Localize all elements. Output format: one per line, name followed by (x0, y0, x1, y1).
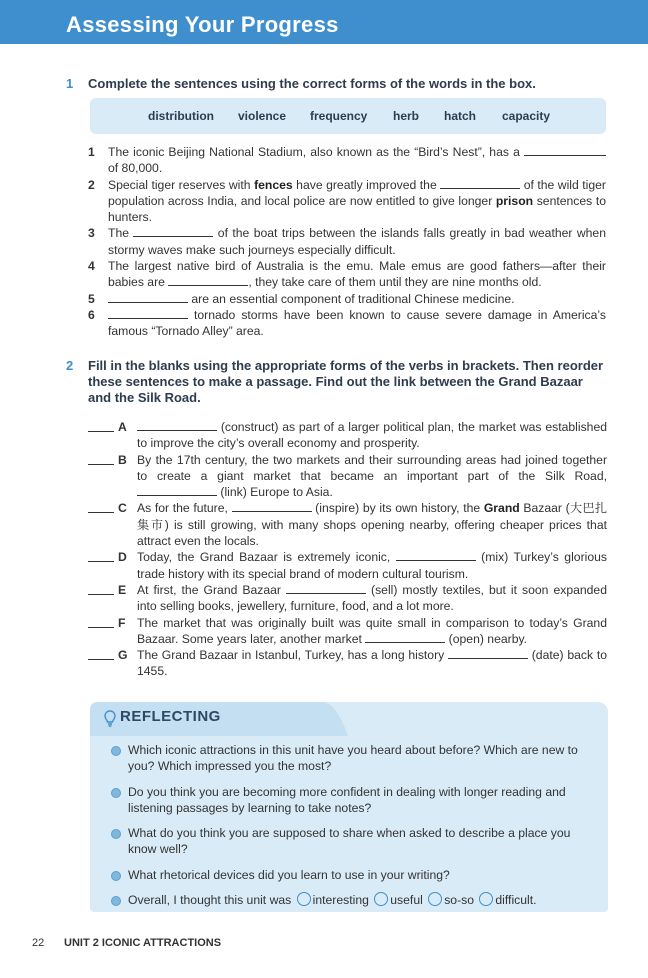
order-blank[interactable] (88, 419, 114, 432)
list-item (88, 582, 607, 615)
answer-blank[interactable] (168, 274, 248, 286)
list-item (88, 177, 606, 226)
page-title: Assessing Your Progress (66, 12, 339, 37)
list-item (88, 549, 607, 582)
reflecting-text: Which iconic attractions in this unit have you heard about before? Which are new to you? Which impressed you the most? (128, 743, 578, 774)
keyword: Grand (483, 501, 520, 516)
order-blank[interactable] (88, 549, 114, 562)
page-number: 22 (32, 937, 45, 949)
list-item (88, 291, 606, 307)
item-text: have greatly improved the (292, 177, 441, 192)
item-text: tornado storms have been known to cause severe damage in America’s famous “Tornado Alley” area. (108, 307, 606, 339)
item-letter: E (118, 582, 127, 597)
page-header (0, 0, 648, 44)
answer-blank[interactable] (133, 225, 213, 237)
item-text: of the boat trips between the islands falls greatly in bad weather when stormy waves make such journeys especially difficult. (108, 226, 606, 257)
order-blank[interactable] (88, 452, 114, 465)
list-item (88, 307, 606, 340)
item-text: As for the future, (137, 501, 232, 516)
item-text: Special tiger reserves with (108, 177, 255, 192)
option-circle[interactable] (374, 892, 388, 906)
word-item: frequency (310, 109, 368, 123)
section-1-list (88, 144, 606, 340)
list-item (88, 225, 606, 258)
item-number: 4 (88, 259, 95, 274)
unit-label: UNIT 2 ICONIC ATTRACTIONS (64, 937, 222, 949)
item-letter: C (118, 501, 127, 516)
bullet-icon (111, 871, 121, 881)
answer-blank[interactable] (108, 307, 188, 319)
item-text: (link) Europe to Asia. (217, 485, 333, 500)
word-box (90, 98, 606, 134)
reflecting-text: Overall, I thought this unit was (128, 893, 292, 908)
word-item: violence (238, 109, 287, 123)
word-item: herb (393, 109, 420, 123)
list-item (88, 144, 606, 177)
option-circle[interactable] (297, 892, 311, 906)
option-label: useful (390, 893, 423, 908)
reflecting-item (110, 825, 590, 858)
item-text: The (108, 226, 134, 241)
answer-blank[interactable] (440, 177, 520, 189)
list-item (88, 647, 607, 680)
answer-blank[interactable] (396, 549, 476, 561)
item-letter: D (118, 550, 127, 565)
item-text: At first, the Grand Bazaar (137, 582, 286, 597)
list-item (88, 419, 607, 452)
option-label: so-so (444, 893, 475, 908)
section-number: 1 (66, 76, 74, 91)
list-item (88, 258, 606, 291)
item-text: of 80,000. (108, 161, 163, 176)
item-text: (inspire) by its own history, the (311, 501, 484, 516)
item-text: Bazaar (大巴扎集市) is still growing, with many shops opening nearby, offering cheaper prices that attract even the locals. (137, 501, 608, 549)
reflecting-item (110, 892, 590, 908)
order-blank[interactable] (88, 647, 114, 660)
reflecting-title: REFLECTING (120, 708, 221, 725)
item-text: (construct) as part of a larger political plan, the market was established to improve the city’s overall economy and prosperity. (137, 420, 607, 451)
item-text: sentences to hunters. (108, 193, 606, 225)
answer-blank[interactable] (448, 647, 528, 659)
answer-blank[interactable] (137, 484, 217, 496)
list-item (88, 615, 607, 648)
answer-blank[interactable] (365, 631, 445, 643)
item-text: , they take care of them until they are nine months old. (248, 275, 542, 290)
section-2-list (88, 419, 607, 680)
answer-blank[interactable] (524, 144, 606, 156)
item-text: (mix) Turkey’s glorious trade history with its special brand of modern cultural tourism. (137, 550, 607, 581)
item-text: of the wild tiger population across India, and local police are now entitled to give longer (108, 177, 606, 208)
order-blank[interactable] (88, 500, 114, 513)
word-item: hatch (444, 109, 477, 123)
reflecting-text: What rhetorical devices did you learn to use in your writing? (128, 867, 450, 882)
bullet-icon (111, 746, 121, 756)
item-number: 6 (88, 307, 95, 322)
item-text: The market that was originally built was quite small in comparison to today’s Grand Bazaar. Some years later, another market (137, 615, 607, 646)
keyword: fences (254, 177, 293, 192)
reflecting-box (90, 702, 608, 912)
answer-blank[interactable] (232, 500, 312, 512)
item-text: (date) back to 1455. (137, 648, 608, 679)
option-label: interesting (312, 893, 369, 908)
item-text: The iconic Beijing National Stadium, also known as the “Bird’s Nest”, has a (108, 145, 524, 159)
section-instruction: Fill in the blanks using the appropriate forms of the verbs in brackets. Then reorder these sentences to make a passage. Find out the link between the Grand Bazaar and the Silk Road. (88, 358, 604, 405)
item-text: By the 17th century, the two markets and their surrounding areas had joined together to create a giant market that became an important part of the Silk Road, (137, 452, 607, 483)
option-circle[interactable] (428, 892, 442, 906)
order-blank[interactable] (88, 582, 114, 595)
bullet-icon (111, 788, 121, 798)
item-number: 3 (88, 226, 95, 241)
lightbulb-icon (104, 710, 116, 728)
answer-blank[interactable] (286, 582, 366, 594)
item-text: The largest native bird of Australia is the emu. Male emus are good fathers—after their babies are (108, 259, 606, 290)
option-circle[interactable] (479, 892, 493, 906)
item-text: The Grand Bazaar in Istanbul, Turkey, has a long history (137, 648, 448, 663)
item-number: 1 (88, 145, 95, 159)
section-instruction: Complete the sentences using the correct forms of the words in the box. (88, 76, 536, 91)
reflecting-item (110, 742, 590, 775)
list-item (88, 452, 607, 501)
item-text: Today, the Grand Bazaar is extremely iconic, (137, 550, 396, 565)
word-item: distribution (148, 109, 214, 123)
reflecting-item (110, 867, 590, 883)
item-letter: B (118, 452, 127, 467)
item-letter: F (118, 615, 126, 630)
item-letter: G (118, 648, 128, 663)
section-number: 2 (66, 358, 74, 373)
option-label: difficult. (495, 893, 537, 908)
answer-blank[interactable] (108, 291, 188, 303)
item-text: are an essential component of traditional Chinese medicine. (188, 291, 515, 306)
list-item (88, 500, 607, 549)
item-text: (open) nearby. (445, 631, 528, 646)
reflecting-list (110, 742, 590, 917)
item-letter: A (118, 420, 127, 434)
item-number: 5 (88, 291, 95, 306)
word-item: capacity (502, 109, 551, 123)
keyword: prison (495, 193, 534, 208)
item-text: (sell) mostly textiles, but it soon expanded into selling books, jewellery, furniture, food, and a lot more. (137, 582, 607, 614)
bullet-icon (111, 896, 121, 906)
reflecting-text: What do you think you are supposed to share when asked to describe a place you know well? (128, 826, 571, 857)
bullet-icon (111, 829, 121, 839)
item-number: 2 (88, 177, 95, 192)
reflecting-item (110, 784, 590, 817)
reflecting-text: Do you think you are becoming more confident in dealing with longer reading and listening passages by learning to take notes? (128, 784, 566, 815)
answer-blank[interactable] (137, 419, 217, 431)
order-blank[interactable] (88, 615, 114, 628)
